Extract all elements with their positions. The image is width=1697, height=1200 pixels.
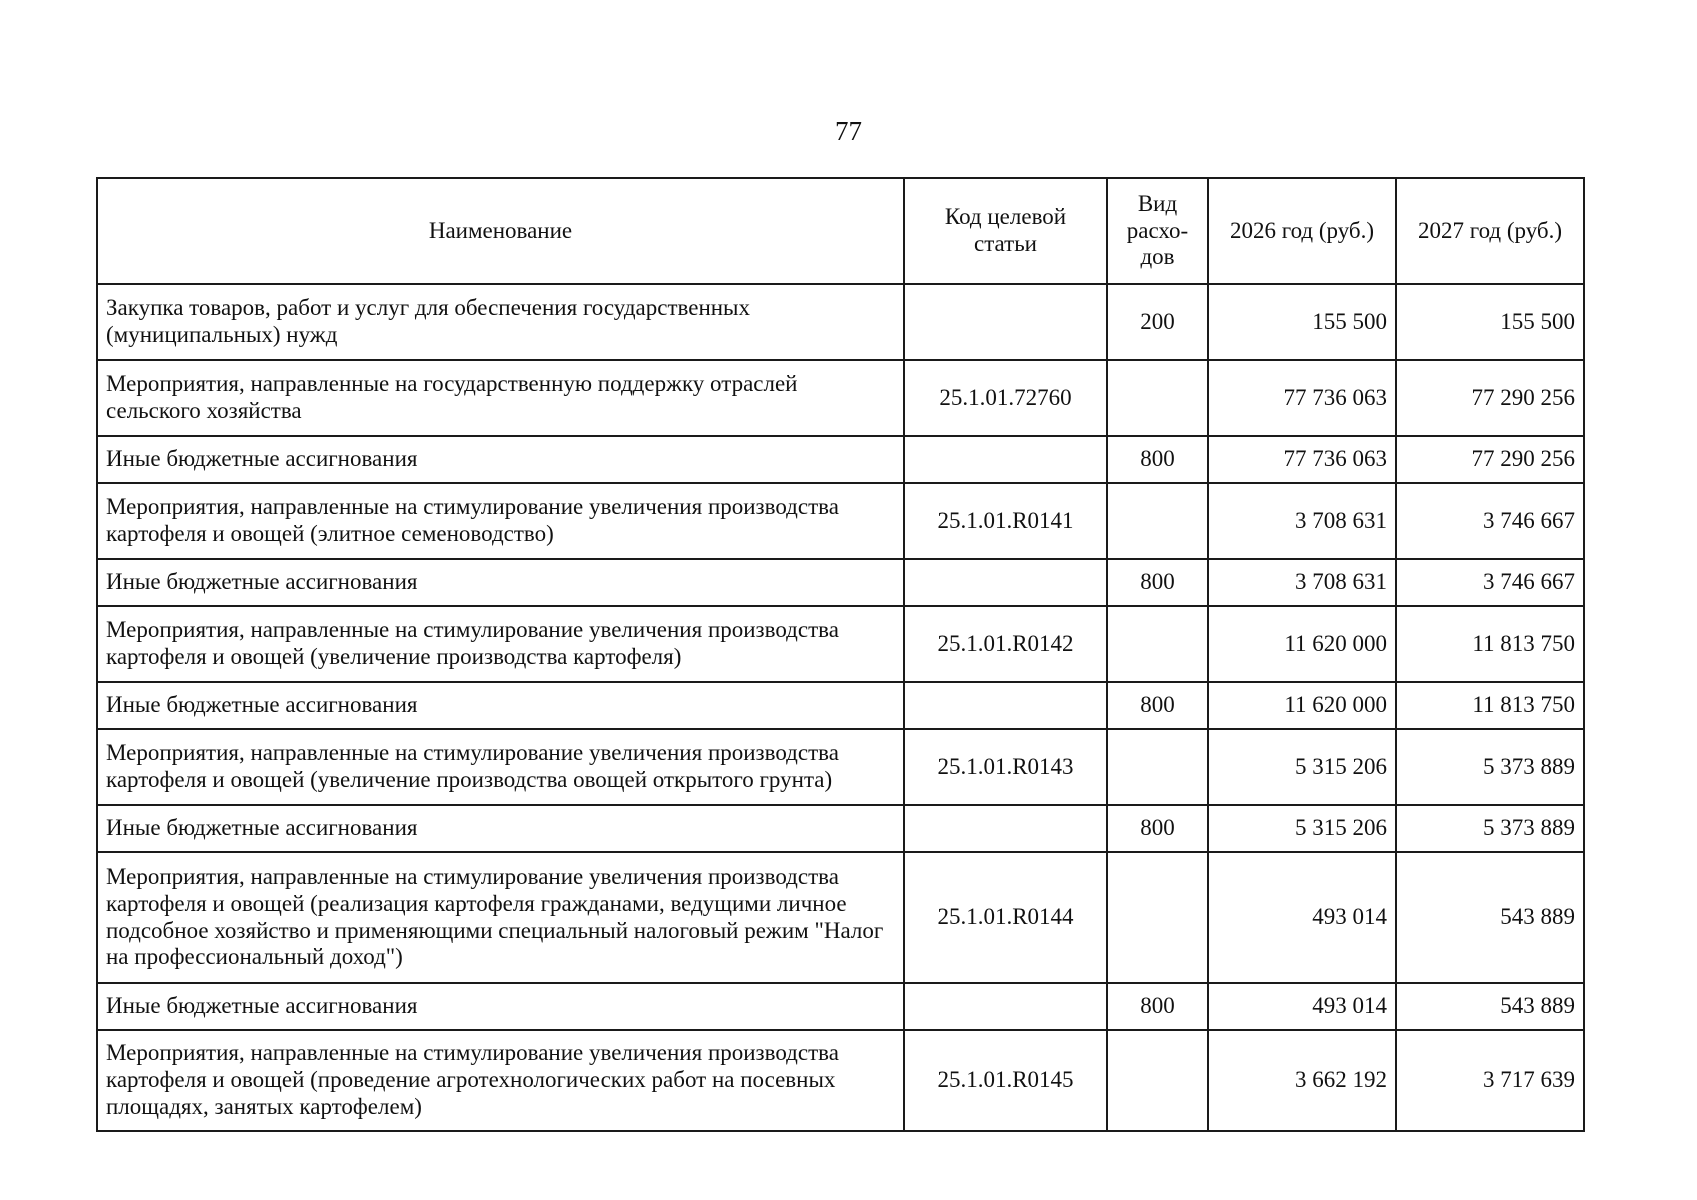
header-2026: 2026 год (руб.) [1208,178,1396,284]
table-row [97,1030,1584,1131]
row-name: Иные бюджетные ассигнования [97,436,904,483]
row-name: Мероприятия, направленные на стимулирование увеличения производства картофеля и овощей (увеличение производства овощей открытого грунта) [97,729,904,805]
row-name: Мероприятия, направленные на стимулирование увеличения производства картофеля и овощей (элитное семеноводство) [97,483,904,559]
row-2026: 77 736 063 [1208,360,1396,436]
row-2027: 77 290 256 [1396,436,1584,483]
row-name: Иные бюджетные ассигнования [97,805,904,852]
table-row [97,729,1584,805]
row-name: Закупка товаров, работ и услуг для обеспечения государственных (муниципальных) нужд [97,284,904,360]
row-kind [1107,852,1208,983]
row-kind [1107,606,1208,682]
row-2027: 77 290 256 [1396,360,1584,436]
row-name: Иные бюджетные ассигнования [97,682,904,729]
row-name: Иные бюджетные ассигнования [97,983,904,1030]
row-code: 25.1.01.R0144 [904,852,1107,983]
row-2026: 5 315 206 [1208,729,1396,805]
row-kind: 200 [1107,284,1208,360]
header-2027: 2027 год (руб.) [1396,178,1584,284]
table-row [97,559,1584,606]
row-kind [1107,483,1208,559]
header-code: Код целевой статьи [904,178,1107,284]
row-2026: 493 014 [1208,852,1396,983]
row-2026: 11 620 000 [1208,606,1396,682]
row-2027: 11 813 750 [1396,606,1584,682]
row-2026: 493 014 [1208,983,1396,1030]
row-code: 25.1.01.72760 [904,360,1107,436]
row-2027: 3 717 639 [1396,1030,1584,1131]
table-row [97,483,1584,559]
row-kind: 800 [1107,682,1208,729]
row-kind: 800 [1107,436,1208,483]
row-2027: 543 889 [1396,983,1584,1030]
row-name: Мероприятия, направленные на государственную поддержку отраслей сельского хозяйства [97,360,904,436]
row-2026: 3 708 631 [1208,483,1396,559]
row-2026: 11 620 000 [1208,682,1396,729]
row-code [904,436,1107,483]
row-kind [1107,729,1208,805]
row-2027: 5 373 889 [1396,729,1584,805]
row-kind: 800 [1107,983,1208,1030]
row-2026: 155 500 [1208,284,1396,360]
table-row [97,983,1584,1030]
row-code [904,682,1107,729]
row-2027: 3 746 667 [1396,559,1584,606]
budget-table [96,177,1585,1132]
row-2027: 5 373 889 [1396,805,1584,852]
table-header-row [97,178,1584,284]
row-name: Мероприятия, направленные на стимулирование увеличения производства картофеля и овощей (реализация картофеля гражданами, ведущими личное подсобное хозяйство и применяющими специальный налоговый режим "Налог на профессиональный доход") [97,852,904,983]
row-code: 25.1.01.R0141 [904,483,1107,559]
row-kind [1107,1030,1208,1131]
table-row [97,682,1584,729]
row-kind [1107,360,1208,436]
row-2027: 543 889 [1396,852,1584,983]
header-name: Наименование [97,178,904,284]
page-number: 77 [835,116,862,146]
row-2026: 3 708 631 [1208,559,1396,606]
row-2026: 77 736 063 [1208,436,1396,483]
table-row [97,805,1584,852]
row-code [904,983,1107,1030]
row-code [904,559,1107,606]
row-name: Мероприятия, направленные на стимулирование увеличения производства картофеля и овощей (проведение агротехнологических работ на посевных площадях, занятых картофелем) [97,1030,904,1131]
row-2026: 3 662 192 [1208,1030,1396,1131]
row-code [904,805,1107,852]
row-name: Мероприятия, направленные на стимулирование увеличения производства картофеля и овощей (увеличение производства картофеля) [97,606,904,682]
row-2027: 11 813 750 [1396,682,1584,729]
table-row [97,852,1584,983]
row-name: Иные бюджетные ассигнования [97,559,904,606]
row-kind: 800 [1107,559,1208,606]
row-code: 25.1.01.R0142 [904,606,1107,682]
row-code: 25.1.01.R0143 [904,729,1107,805]
table-row [97,284,1584,360]
row-2027: 155 500 [1396,284,1584,360]
table-row [97,606,1584,682]
table-row [97,360,1584,436]
row-code [904,284,1107,360]
row-2027: 3 746 667 [1396,483,1584,559]
row-2026: 5 315 206 [1208,805,1396,852]
table-row [97,436,1584,483]
row-code: 25.1.01.R0145 [904,1030,1107,1131]
header-kind: Вид расхо-дов [1107,178,1208,284]
row-kind: 800 [1107,805,1208,852]
